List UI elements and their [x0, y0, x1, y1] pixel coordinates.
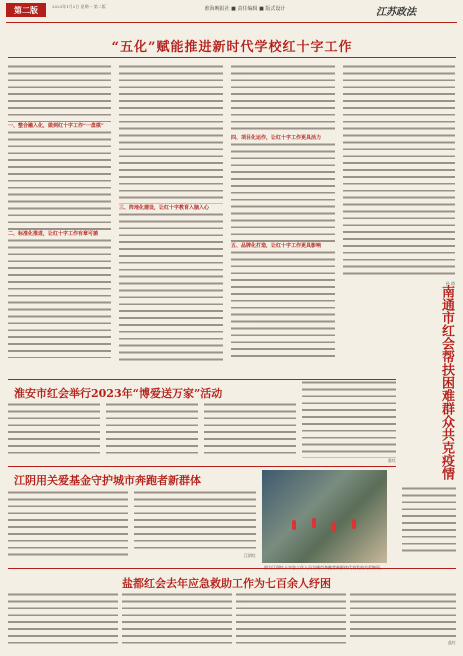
section-rule: [8, 466, 396, 467]
huaian-title: 淮安市红会举行2023年“博爱送万家”活动: [14, 387, 223, 400]
jiangyin-title: 江阴用关爱基金守护城市奔跑者新群体: [14, 474, 201, 487]
text-block: [231, 142, 335, 242]
huaian-col-4: [302, 380, 396, 458]
subheading-3: 三、阵地化建设，让红十字教育入脑入心: [119, 205, 210, 211]
banner-col-3: [231, 64, 335, 364]
subheading-4: 四、项目化运作，让红十字工作更具活力: [231, 135, 322, 141]
banner-title: “五化”赋能推进新时代学校红十字工作: [111, 40, 353, 55]
photo-image: [262, 470, 387, 563]
text-block: [8, 238, 111, 358]
yancheng-col-0: [8, 592, 118, 644]
banner-col-2: [119, 64, 223, 364]
header-meta: 2023年1月2日 星期一 第二版: [52, 4, 106, 9]
text-block: [8, 130, 111, 230]
yancheng-title: 盐都红会去年应急救助工作为七百余人纾困: [122, 577, 331, 590]
banner-rule: [8, 57, 456, 58]
photo-figure: [332, 522, 336, 532]
huaian-col-2: [106, 402, 198, 458]
yancheng-col-3: [350, 592, 456, 638]
subheading-2: 二、标准化推进，让红十字工作有章可循: [8, 231, 99, 237]
yancheng-col-2: [236, 592, 346, 644]
header-rule: [6, 22, 457, 23]
banner-col-1: [8, 64, 111, 364]
jiangyin-signature: 江阴红: [244, 553, 256, 558]
header-center-info: 淮海晚报社 ■ 责任编辑 ■ 版式设计: [204, 6, 286, 12]
huaian-signature: 淮红: [388, 458, 396, 463]
page-header: [0, 0, 463, 24]
huaian-col-3: [204, 402, 296, 458]
banner-signature: 孙 倩: [445, 281, 455, 286]
huaian-col-1: [8, 402, 100, 458]
masthead: 江苏政法: [376, 7, 416, 18]
photo-figure: [292, 520, 296, 530]
sidebar-title: 南通市红会帮扶困难群众共克疫情: [439, 284, 454, 480]
jiangyin-col-1: [8, 490, 128, 556]
photo-figure: [352, 519, 356, 529]
text-block: [8, 64, 111, 122]
photo-figure: [312, 518, 316, 528]
sidebar-article: [402, 282, 456, 482]
text-block: [119, 212, 223, 362]
text-block: [231, 250, 335, 360]
jiangyin-col-2: [134, 490, 256, 552]
section-rule: [8, 568, 456, 569]
banner-article: [8, 36, 456, 376]
edition-badge: 第二版: [6, 3, 46, 17]
yancheng-signature: 盐红: [448, 640, 456, 645]
sidebar-text: [402, 486, 456, 556]
text-block: [343, 64, 455, 279]
text-block: [119, 64, 223, 204]
text-block: [231, 64, 335, 134]
yancheng-col-1: [122, 592, 232, 644]
subheading-5: 五、品牌化打造，让红十字工作更具影响: [231, 243, 322, 249]
subheading-1: 一、整合融入化，做到红十字工作“一盘棋”: [8, 123, 104, 129]
